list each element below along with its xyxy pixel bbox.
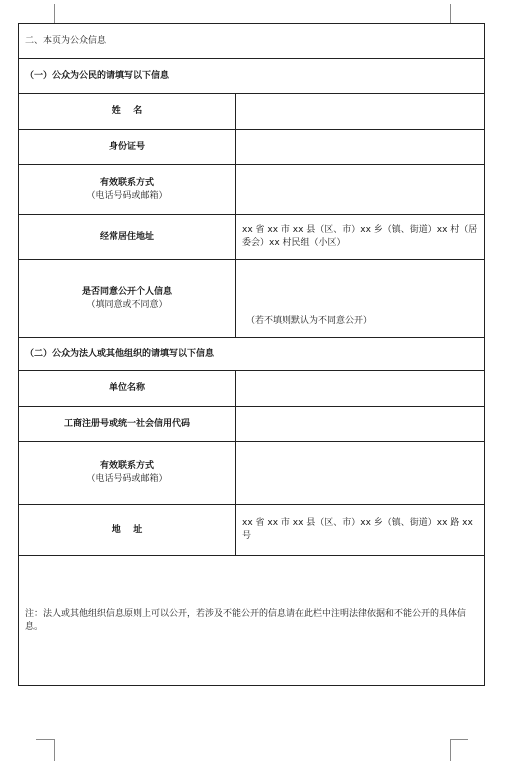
crop-mark-bottom-right-v xyxy=(450,739,451,761)
section2-title-row xyxy=(19,338,485,371)
consent-label: 是否同意公开个人信息 xyxy=(81,286,172,297)
residence-address-label: 经常居住地址 xyxy=(19,215,236,260)
org-name-label: 单位名称 xyxy=(19,371,236,407)
public-info-form xyxy=(18,23,485,686)
crop-mark-top-right-v xyxy=(450,4,451,23)
table-row xyxy=(19,407,485,442)
org-address-label: 地 址 xyxy=(19,505,236,556)
org-contact-sublabel: （电话号码或邮箱） xyxy=(86,474,168,484)
table-row xyxy=(19,130,485,165)
crop-mark-top-left-v xyxy=(54,4,55,23)
contact-sublabel: （电话号码或邮箱） xyxy=(86,190,168,201)
crop-mark-bottom-left-v xyxy=(54,739,55,761)
id-number-field[interactable] xyxy=(236,130,485,165)
table-row xyxy=(19,371,485,407)
crop-mark-bottom-right-h xyxy=(450,739,468,740)
registration-code-label: 工商注册号或统一社会信用代码 xyxy=(19,407,236,442)
form-heading: 二、本页为公众信息 xyxy=(19,24,485,59)
table-row xyxy=(19,94,485,130)
org-contact-label: 有效联系方式 xyxy=(99,461,154,471)
crop-mark-bottom-left-h xyxy=(36,739,54,740)
contact-field[interactable] xyxy=(236,165,485,215)
contact-label: 有效联系方式 xyxy=(99,177,154,188)
table-row xyxy=(19,505,485,556)
note-text: 注：法人或其他组织信息原则上可以公开，若涉及不能公开的信息请在此栏中注明法律依据和不能公开的具体信息。 xyxy=(19,556,485,686)
consent-sublabel: （填同意或不同意） xyxy=(86,299,168,310)
note-row xyxy=(19,556,485,686)
section1-title-row xyxy=(19,59,485,94)
table-row xyxy=(19,260,485,338)
table-row xyxy=(19,215,485,260)
contact-label-cell xyxy=(19,165,236,215)
registration-code-field[interactable] xyxy=(236,407,485,442)
form-heading-row xyxy=(19,24,485,59)
org-name-field[interactable] xyxy=(236,371,485,407)
org-contact-label-cell xyxy=(19,442,236,505)
section2-title: （二）公众为法人或其他组织的请填写以下信息 xyxy=(19,338,485,371)
consent-label-cell xyxy=(19,260,236,338)
section1-title: （一）公众为公民的请填写以下信息 xyxy=(19,59,485,94)
consent-field[interactable]: （若不填则默认为不同意公开） xyxy=(236,260,485,338)
name-field[interactable] xyxy=(236,94,485,130)
org-address-field[interactable]: xx 省 xx 市 xx 县（区、市）xx 乡（镇、街道）xx 路 xx 号 xyxy=(236,505,485,556)
table-row xyxy=(19,442,485,505)
name-label: 姓 名 xyxy=(19,94,236,130)
table-row xyxy=(19,165,485,215)
residence-address-field[interactable]: xx 省 xx 市 xx 县（区、市）xx 乡（镇、街道）xx 村（居委会）xx 村民组（小区） xyxy=(236,215,485,260)
org-contact-field[interactable] xyxy=(236,442,485,505)
id-number-label: 身份证号 xyxy=(19,130,236,165)
